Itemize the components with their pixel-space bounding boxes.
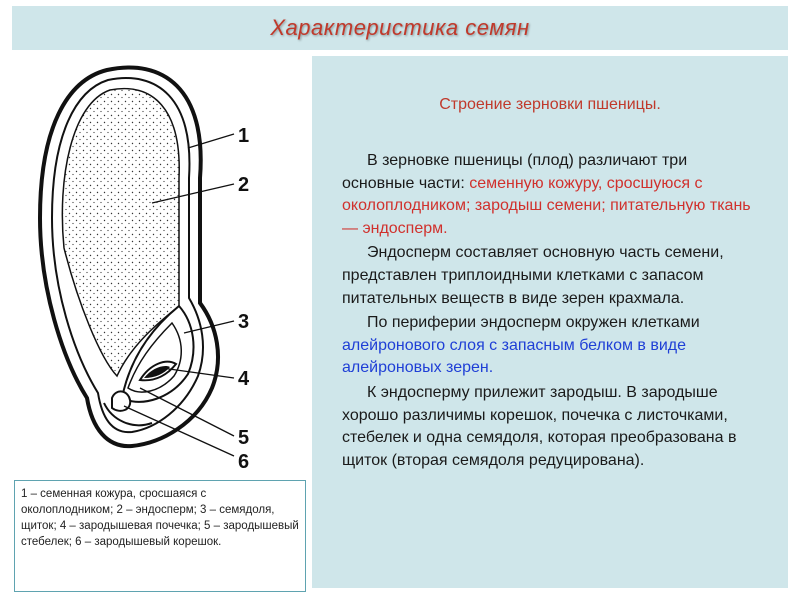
figure-label-4: 4 bbox=[238, 368, 250, 390]
figure-label-6: 6 bbox=[238, 451, 250, 473]
highlight-seed-parts: семенную кожуру, сросшуюся с околоплодником; зародыш семени; питательную ткань — эндосперм. bbox=[342, 174, 751, 237]
paragraph-aleurone bbox=[342, 312, 762, 380]
paragraph-aleurone-text: По периферии эндосперм окружен клетками bbox=[367, 314, 700, 332]
wheat-grain-figure bbox=[12, 58, 302, 478]
wheat-grain-diagram bbox=[12, 58, 302, 478]
highlight-aleurone-layer: алейронового слоя с запасным белком в виде алейроновых зерен. bbox=[342, 336, 687, 377]
figure-label-3: 3 bbox=[238, 311, 250, 333]
panel-body bbox=[342, 150, 762, 474]
paragraph-embryo: К эндосперму прилежит зародыш. В зародыше хорошо различимы корешок, почечка с листочками, стебелек и одна семядоля, которая преобразована в щиток (вторая семядоля редуцирована). bbox=[342, 383, 737, 469]
figure-caption: 1 – семенная кожура, сросшаяся с околоплодником; 2 – эндосперм; 3 – семядоля, щиток; 4 – зародышевая почечка; 5 – зародышевый стебелек; 6 – зародышевый корешок. bbox=[14, 480, 306, 592]
description-panel bbox=[312, 56, 788, 588]
title-bar bbox=[12, 6, 788, 50]
figure-label-1: 1 bbox=[238, 125, 250, 147]
figure-label-2: 2 bbox=[238, 174, 250, 196]
paragraph-structure bbox=[342, 150, 762, 240]
figure-label-5: 5 bbox=[238, 427, 250, 449]
paragraph-endosperm: Эндосперм составляет основную часть семени, представлен триплоидными клетками с запасом питательных веществ в виде зерен крахмала. bbox=[342, 244, 724, 307]
page-title: Характеристика семян bbox=[270, 15, 530, 40]
paragraph-structure-text: В зерновке пшеницы (плод) различают три основные части: bbox=[342, 152, 688, 192]
panel-heading: Строение зерновки пшеницы. bbox=[439, 96, 661, 113]
